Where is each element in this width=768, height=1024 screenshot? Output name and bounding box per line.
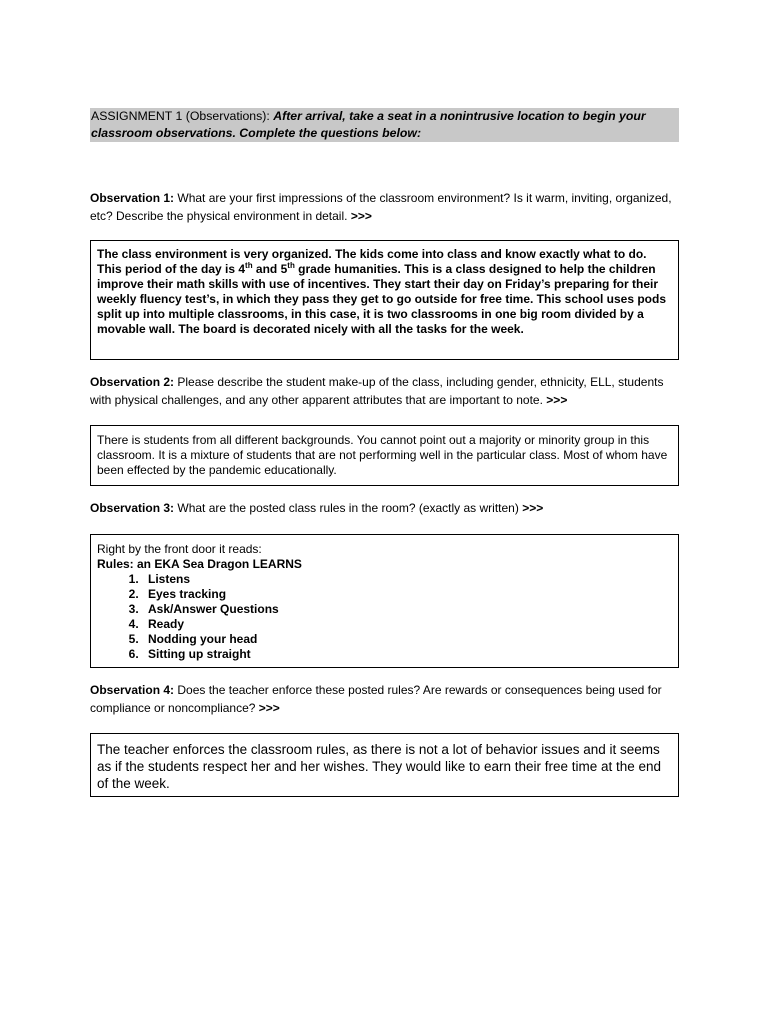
observation-2-label: Observation 2: — [90, 375, 175, 389]
answer-3-intro: Right by the front door it reads: — [97, 542, 262, 556]
observation-4-question — [90, 682, 680, 717]
observation-1-label: Observation 1: — [90, 191, 175, 205]
rule-item: 4. Ready — [142, 617, 672, 632]
observation-1-arrow: >>> — [350, 208, 372, 223]
assignment-header — [90, 108, 679, 142]
rule-item: 2. Eyes tracking — [142, 587, 672, 602]
rules-list — [97, 572, 672, 662]
observation-3-question — [90, 500, 680, 518]
assignment-lead: ASSIGNMENT 1 (Observations): — [91, 109, 270, 123]
answer-1-sup2: th — [287, 261, 295, 270]
rule-item: 3. Ask/Answer Questions — [142, 602, 672, 617]
observation-2-arrow: >>> — [546, 392, 568, 407]
rule-item: 1. Listens — [142, 572, 672, 587]
answer-4-text: The teacher enforces the classroom rules, as there is not a lot of behavior issues and it seems as if the students respect her and her wishes. They would like to earn their free time at the end of the week. — [97, 742, 662, 791]
observation-4-label: Observation 4: — [90, 683, 175, 697]
observation-1-question — [90, 190, 680, 225]
rules-title: Rules: an EKA Sea Dragon LEARNS — [97, 557, 302, 571]
answer-1-text-part1: The class environment is very organized. The kids come into class and know exactly what to do. This period of the day is 4 — [97, 247, 647, 276]
observation-3-text: What are the posted class rules in the room? (exactly as written) — [177, 501, 519, 515]
assignment-instructions: After arrival, take a seat in a nonintrusive location to begin your classroom observations. Complete the questions below: — [91, 109, 646, 140]
observation-3-arrow: >>> — [522, 501, 544, 515]
rule-item: 6. Sitting up straight — [142, 647, 672, 662]
observation-1-answer-box — [90, 240, 679, 360]
answer-2-text: There is students from all different backgrounds. You cannot point out a majority or minority group in this classroom. It is a mixture of students that are not performing well in the particular class. Most of whom have been effected by the pandemic educationally. — [97, 433, 668, 477]
answer-1-text-part2: and 5 — [252, 262, 288, 276]
observation-4-answer-box — [90, 733, 679, 797]
observation-3-answer-box — [90, 534, 679, 668]
answer-1-text-part3: grade humanities. This is a class designed to help the children improve their math skills with use of incentives. They start their day on Friday’s preparing for their weekly fluency test’s, in which they pass they get to go outside for free time. This school uses pods split up into multiple classrooms, in this case, it is two classrooms in one big room divided by a movable wall. The board is decorated nicely with all the tasks for the week. — [97, 262, 667, 336]
observation-4-text: Does the teacher enforce these posted rules? Are rewards or consequences being used for compliance or noncompliance? — [90, 683, 662, 715]
observation-2-question — [90, 374, 680, 409]
observation-4-arrow: >>> — [258, 700, 280, 715]
observation-3-label: Observation 3: — [90, 501, 175, 515]
observation-2-answer-box — [90, 425, 679, 486]
answer-1-sup1: th — [245, 261, 253, 270]
observation-2-text: Please describe the student make-up of the class, including gender, ethnicity, ELL, students with physical challenges, and any other apparent attributes that are important to note. — [90, 375, 664, 407]
rule-item: 5. Nodding your head — [142, 632, 672, 647]
observation-1-text: What are your first impressions of the classroom environment? Is it warm, inviting, organized, etc? Describe the physical environment in detail. — [90, 191, 672, 223]
